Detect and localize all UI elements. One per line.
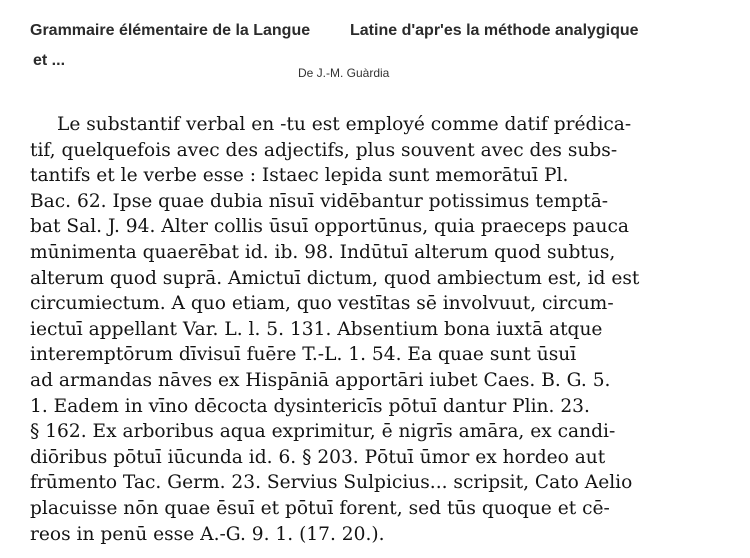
text-line: circumiectum. A quo etiam, quo vestītas sē involvuut, circum- xyxy=(30,293,614,315)
text-line: mūnimenta quaerēbat id. ib. 98. Indūtuī alterum quod subtus, xyxy=(30,241,616,263)
text-line: frūmento Tac. Germ. 23. Servius Sulpicius... scripsit, Cato Aelio xyxy=(30,472,633,494)
text-line: tif, quelquefois avec des adjectifs, plus souvent avec des subs- xyxy=(30,139,618,161)
text-line: Bac. 62. Ipse quae dubia nīsuī vidēbantur potissimus temptā- xyxy=(30,190,609,212)
text-line: alterum quod suprā. Amictuī dictum, quod ambiectum est, id est xyxy=(30,267,640,289)
book-author: De J.-M. Guàrdia xyxy=(298,66,390,80)
text-line: iectuī appellant Var. L. l. 5. 131. Absentium bona iuxtā atque xyxy=(30,318,603,340)
text-line: 1. Eadem in vīno dēcocta dysintericīs pōtuī dantur Plin. 23. xyxy=(30,395,590,417)
text-line: reos in penū esse A.-G. 9. 1. (17. 20.). xyxy=(30,523,385,545)
text-line: bat Sal. J. 94. Alter collis ūsuī opportūnus, quia praeceps pauca xyxy=(30,216,629,238)
text-line: tantifs et le verbe esse : Istaec lepida sunt memorātuī Pl. xyxy=(30,165,569,187)
text-line: § 162. Ex arboribus aqua exprimitur, ē nigrīs amāra, ex candi- xyxy=(30,421,616,443)
text-line: diōribus pōtuī iūcunda id. 6. § 203. Pōtuī ūmor ex hordeo aut xyxy=(30,446,606,468)
text-line: placuisse nōn quae ēsuī et pōtuī forent, sed tūs quoque et cē- xyxy=(30,497,610,519)
book-title-part1: Grammaire élémentaire de la Langue xyxy=(30,22,311,39)
book-title-part2: Latine d'apr'es la méthode analygique xyxy=(350,22,639,39)
text-line: ad armandas nāves ex Hispāniā apportāri iubet Caes. B. G. 5. xyxy=(30,369,611,391)
text-line: Le substantif verbal en -tu est employé comme datif prédica- xyxy=(57,114,632,135)
text-line: interemptōrum dīvisuī fuēre T.-L. 1. 54. Ea quae sunt ūsuī xyxy=(30,344,577,366)
scanned-page-text xyxy=(30,112,720,547)
book-title-part3: et ... xyxy=(33,52,66,69)
